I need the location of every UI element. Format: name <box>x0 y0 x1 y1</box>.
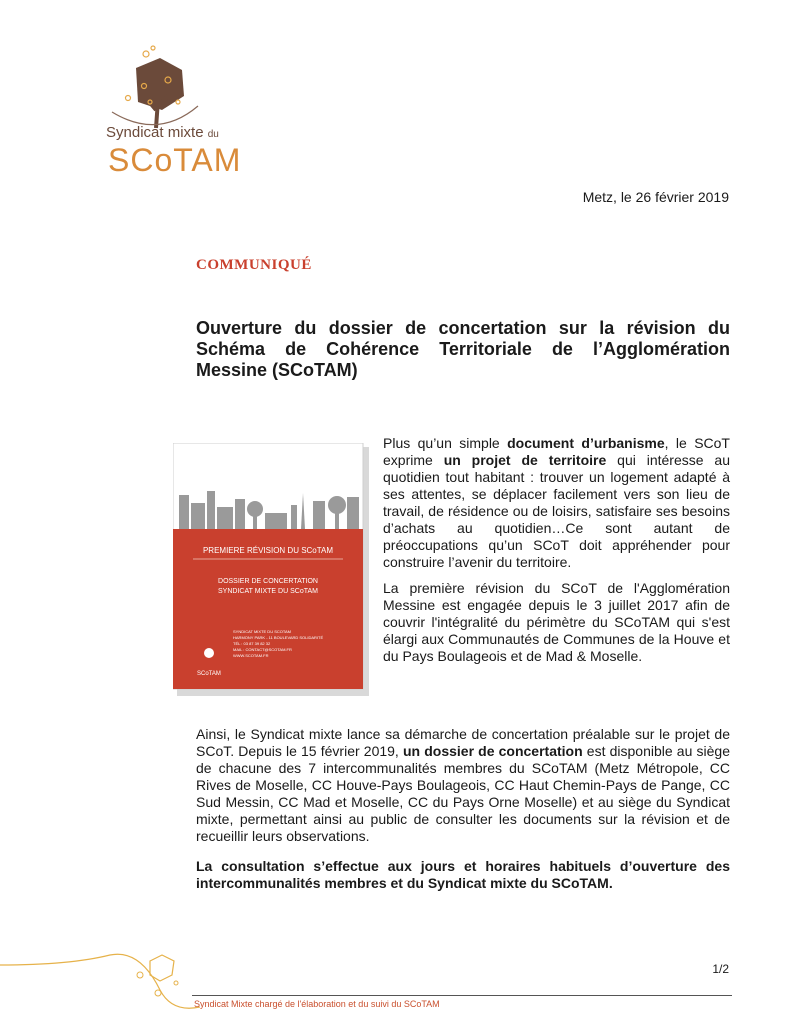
cover-address-5: WWW.SCOTAM.FR <box>233 653 269 658</box>
dossier-cover-image <box>173 443 369 696</box>
cover-heading: PREMIERE RÉVISION DU SCoTAM <box>202 546 334 555</box>
paragraph-1: Plus qu’un simple document d’urbanisme, le SCoT exprime un projet de territoire qui intéresse au quotidien tout habitant : trouver un logement adapté à ses attentes, se déplacer facilement vers son lieu de travail, de résidence ou de loisirs, satisfaire ses besoins d’achats au quotidien…Ce sont autant de préoccupations qu’un SCoT doit appréhender pour construire l’avenir du territoire. <box>383 435 730 570</box>
footer-decoration <box>0 935 200 1015</box>
document-title: Ouverture du dossier de concertation sur la révision du Schéma de Cohérence Territoriale de l’Agglomération Messine (SCoTAM) <box>196 318 730 380</box>
logo-text-line1: Syndicat mixte du <box>106 124 219 141</box>
cover-address-2: HARMONY PARK - 11 BOULEVARD SOLIDARITÉ <box>233 635 324 640</box>
cover-logo-text: SCoTAM <box>197 671 221 677</box>
footer-text: Syndicat Mixte chargé de l'élaboration et du suivi du SCoTAM <box>194 999 440 1009</box>
document-label: COMMUNIQUÉ <box>196 257 312 273</box>
paragraph-2: La première révision du SCoT de l'Agglomération Messine est engagée depuis le 3 juillet 2017 afin de couvrir l'intégralité du périmètre du SCoTAM qui s'est élargi aux Communautés de Communes de la Houve et du Pays Boulageois et de Mad & Moselle. <box>383 580 730 664</box>
page-number: 1/2 <box>712 962 729 976</box>
logo-text-scotam: SCoTAM <box>108 142 242 178</box>
document-date: Metz, le 26 février 2019 <box>582 189 729 205</box>
cover-address-1: SYNDICAT MIXTE DU SCOTAM <box>233 629 292 634</box>
paragraph-3: Ainsi, le Syndicat mixte lance sa démarche de concertation préalable sur le projet de SCoT. Depuis le 15 février 2019, un dossier de concertation est disponible au siège de chacune des 7 intercommunalités membres du SCoTAM (Metz Métropole, CC Rives de Moselle, CC Houve-Pays Boulageois, CC Haut Chemin-Pays de Pange, CC Sud Messin, CC Mad et Moselle, CC du Pays Orne Moselle) et au siège du Syndicat mixte, permettant ainsi au public de consulter les documents sur la révision et de recueillir leurs observations. <box>196 726 730 844</box>
cover-address-4: MAIL : CONTACT@SCOTAM.FR <box>233 647 292 652</box>
paragraph-4: La consultation s’effectue aux jours et horaires habituels d’ouverture des intercommunalités membres et du Syndicat mixte du SCoTAM. <box>196 858 730 891</box>
cover-subtitle-2: SYNDICAT MIXTE DU SCoTAM <box>218 588 318 595</box>
footer-divider <box>192 995 732 996</box>
cover-address-3: TÉL : 03 87 39 82 32 <box>233 641 271 646</box>
cover-subtitle-1: DOSSIER DE CONCERTATION <box>218 578 318 585</box>
